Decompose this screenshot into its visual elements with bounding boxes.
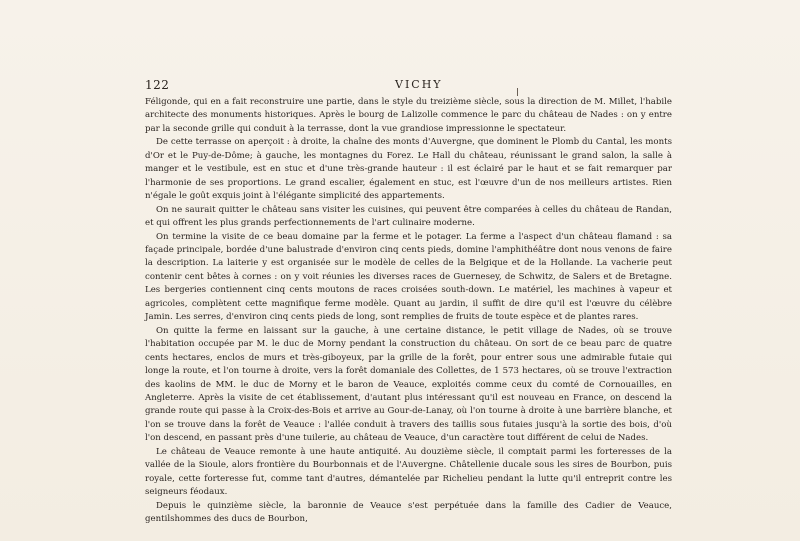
paragraph-3: On ne saurait quitter le château sans visiter les cuisines, qui peuvent être comparées à celles du château de Randan, et qui offrent les plus grands perfectionnements de l'art culinaire moderne. <box>145 204 672 229</box>
printer-mark <box>517 88 518 96</box>
paragraph-2: De cette terrasse on aperçoit : à droite, la chaîne des monts d'Auvergne, que dominent le Plomb du Cantal, les monts d'Or et le Puy-de-Dôme; à gauche, les montagnes du Forez. Le Hall du château, réunissant le grand salon, la salle à manger et le vestibule, est en stuc et d'une très-grande hauteur : il est éclairé par le haut et se fait remarquer par l'harmonie de ses proportions. Le grand escalier, également en stuc, est l'œuvre d'un de nos meilleurs artistes. Rien n'égale le goût exquis joint à l'élégante simplicité des appartements. <box>145 137 672 202</box>
paragraph-6: Le château de Veauce remonte à une haute antiquité. Au douzième siècle, il comptait parmi les forteresses de la vallée de la Sioule, alors frontière du Bourbonnais et de l'Auvergne. Châtellenie ducale sous les sires de Bourbon, puis royale, cette forteresse fut, comme tant d'autres, démantelée par Richelieu pendant la lutte qu'il entreprit contre les seigneurs féodaux. <box>145 446 672 498</box>
paragraph-7: Depuis le quinzième siècle, la baronnie de Veauce s'est perpétuée dans la famille des Cadier de Veauce, gentilshommes des ducs de Bourbon, <box>145 500 672 525</box>
running-title: VICHY <box>395 78 443 91</box>
running-head <box>145 78 675 94</box>
paragraph-1: Féligonde, qui en a fait reconstruire une partie, dans le style du treizième siècle, sous la direction de M. Millet, l'habile architecte des monuments historiques. Après le bourg de Lalizolle commence le parc du château de Nades : on y entre par la seconde grille qui conduit à la terrasse, dont la vue grandiose impressionne le spectateur. <box>145 97 672 134</box>
body-text <box>145 96 672 527</box>
paragraph-4: On termine la visite de ce beau domaine par la ferme et le potager. La ferme a l'aspect d'un château flamand : sa façade principale, bordée d'une balustrade d'environ cinq cents pieds, domine l'amphithéâtre dont nous venons de faire la description. La laiterie y est organisée sur le modèle de celles de la Belgique et de la Hollande. La vacherie peut contenir cent bêtes à cornes : on y voit réunies les diverses races de Guernesey, de Schwitz, de Salers et de Bretagne. Les bergeries contiennent cinq cents moutons de races croisées south-down. Le matériel, les machines à vapeur et agricoles, complètent cette magnifique ferme modèle. Quant au jardin, il suffit de dire qu'il est l'œuvre du célèbre Jamin. Les serres, d'environ cinq cents pieds de long, sont remplies de fruits de toute espèce et de plantes rares. <box>145 231 672 323</box>
page-number: 122 <box>145 78 170 92</box>
paragraph-5: On quitte la ferme en laissant sur la gauche, à une certaine distance, le petit village de Nades, où se trouve l'habitation occupée par M. le duc de Morny pendant la construction du château. On sort de ce beau parc de quatre cents hectares, enclos de murs et très-giboyeux, par la grille de la forêt, pour entrer sous une admirable futaie qui longe la route, et l'on tourne à droite, vers la forêt domaniale des Collettes, de 1 573 hectares, où se trouve l'extraction des kaolins de MM. le duc de Morny et le baron de Veauce, exploités comme ceux du comté de Cornouailles, en Angleterre. Après la visite de cet établissement, d'autant plus intéressant qu'il est nouveau en France, on descend la grande route qui passe à la Croix-des-Bois et arrive au Gour-de-Lanay, où l'on tourne à droite à une barrière blanche, et l'on se trouve dans la forêt de Veauce : l'allée conduit à travers des taillis sous futaies jusqu'à la sortie des bois, d'où l'on descend, en passant près d'une tuilerie, au château de Veauce, d'un caractère tout différent de celui de Nades. <box>145 325 672 444</box>
